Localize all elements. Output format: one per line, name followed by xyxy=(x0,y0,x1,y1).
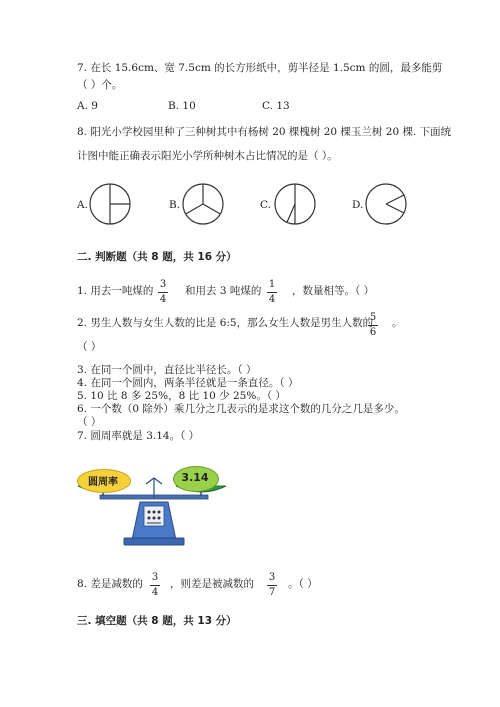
fraction-denominator: 4 xyxy=(151,587,159,598)
pie-chart-c xyxy=(273,182,317,226)
pie-chart-d xyxy=(364,182,408,226)
j6-text: 6. 一个数（0 除外）乘几分之几表示的是求这个数的几分之几是多少。 xyxy=(77,403,405,415)
j8-fraction-1 xyxy=(148,572,162,599)
left-weight-label: 圆周率 xyxy=(88,477,118,488)
pie-chart-b xyxy=(181,182,225,226)
q7-paren: （ ）个。 xyxy=(77,79,123,91)
fraction-denominator: 7 xyxy=(268,587,276,598)
q8-line1: 8. 阳光小学校园里种了三种树其中有杨树 20 棵槐树 20 棵玉兰树 20 棵. 下面统 xyxy=(77,126,452,138)
q7-option-c: C. 13 xyxy=(262,100,290,112)
fraction-bar xyxy=(368,325,378,326)
j2-fraction xyxy=(366,312,380,339)
j8-pre: 8. 差是减数的 xyxy=(77,578,143,590)
j7-text: 7. 圆周率就是 3.14。（ ） xyxy=(77,430,200,442)
j2-post: 。 xyxy=(392,317,403,329)
j8-post: 。（ ） xyxy=(288,578,318,590)
fraction-denominator: 4 xyxy=(159,294,167,305)
section3-title: 三. 填空题（共 8 题，共 13 分） xyxy=(77,615,237,627)
pie-chart-a xyxy=(88,182,132,226)
j1-fraction-2 xyxy=(265,279,279,306)
j2-pre: 2. 男生人数与女生人数的比是 6:5，那么女生人数是男生人数的 xyxy=(77,317,374,329)
j1-post: ，数量相等。（ ） xyxy=(292,285,375,297)
j1-fraction-1 xyxy=(156,279,170,306)
q8-option-b: B. xyxy=(169,199,181,211)
fraction-bar xyxy=(267,292,277,293)
fraction-bar xyxy=(158,292,168,293)
j8-fraction-2 xyxy=(265,572,279,599)
q7-text: 7. 在长 15.6cm、宽 7.5cm 的长方形纸中，剪半径是 1.5cm 的圆，最多能剪 xyxy=(77,62,443,74)
j4-text: 4. 在同一个圆内，两条半径就是一条直径。（ ） xyxy=(77,377,299,389)
j1-pre: 1. 用去一吨煤的 xyxy=(77,285,154,297)
fraction-numerator: 3 xyxy=(159,279,167,290)
fraction-numerator: 5 xyxy=(369,312,377,323)
q7-option-a: A. 9 xyxy=(77,100,98,112)
j6-paren: （ ） xyxy=(77,416,102,428)
right-weight-label: 3.14 xyxy=(181,471,209,484)
j2-paren: （ ） xyxy=(77,341,102,353)
fraction-bar xyxy=(267,585,277,586)
fraction-numerator: 1 xyxy=(268,279,276,290)
j5-text: 5. 10 比 8 多 25%，8 比 10 少 25%。（ ） xyxy=(77,390,286,402)
j3-text: 3. 在同一个圆中，直径比半径长。（ ） xyxy=(77,364,257,376)
fraction-denominator: 6 xyxy=(369,327,377,338)
q7-option-b: B. 10 xyxy=(168,100,196,112)
q8-option-a: A. xyxy=(77,199,88,211)
fraction-bar xyxy=(150,585,160,586)
j8-mid: ，则差是被减数的 xyxy=(170,578,254,590)
section2-title: 二. 判断题（共 8 题，共 16 分） xyxy=(77,251,237,263)
q8-option-d: D. xyxy=(352,199,364,211)
j1-mid: 和用去 3 吨煤的 xyxy=(185,285,262,297)
q8-line2: 计图中能正确表示阳光小学所种树木占比情况的是（ ）。 xyxy=(77,150,338,162)
q8-option-c: C. xyxy=(260,199,271,211)
fraction-denominator: 4 xyxy=(268,294,276,305)
fraction-numerator: 3 xyxy=(268,572,276,583)
fraction-numerator: 3 xyxy=(151,572,159,583)
